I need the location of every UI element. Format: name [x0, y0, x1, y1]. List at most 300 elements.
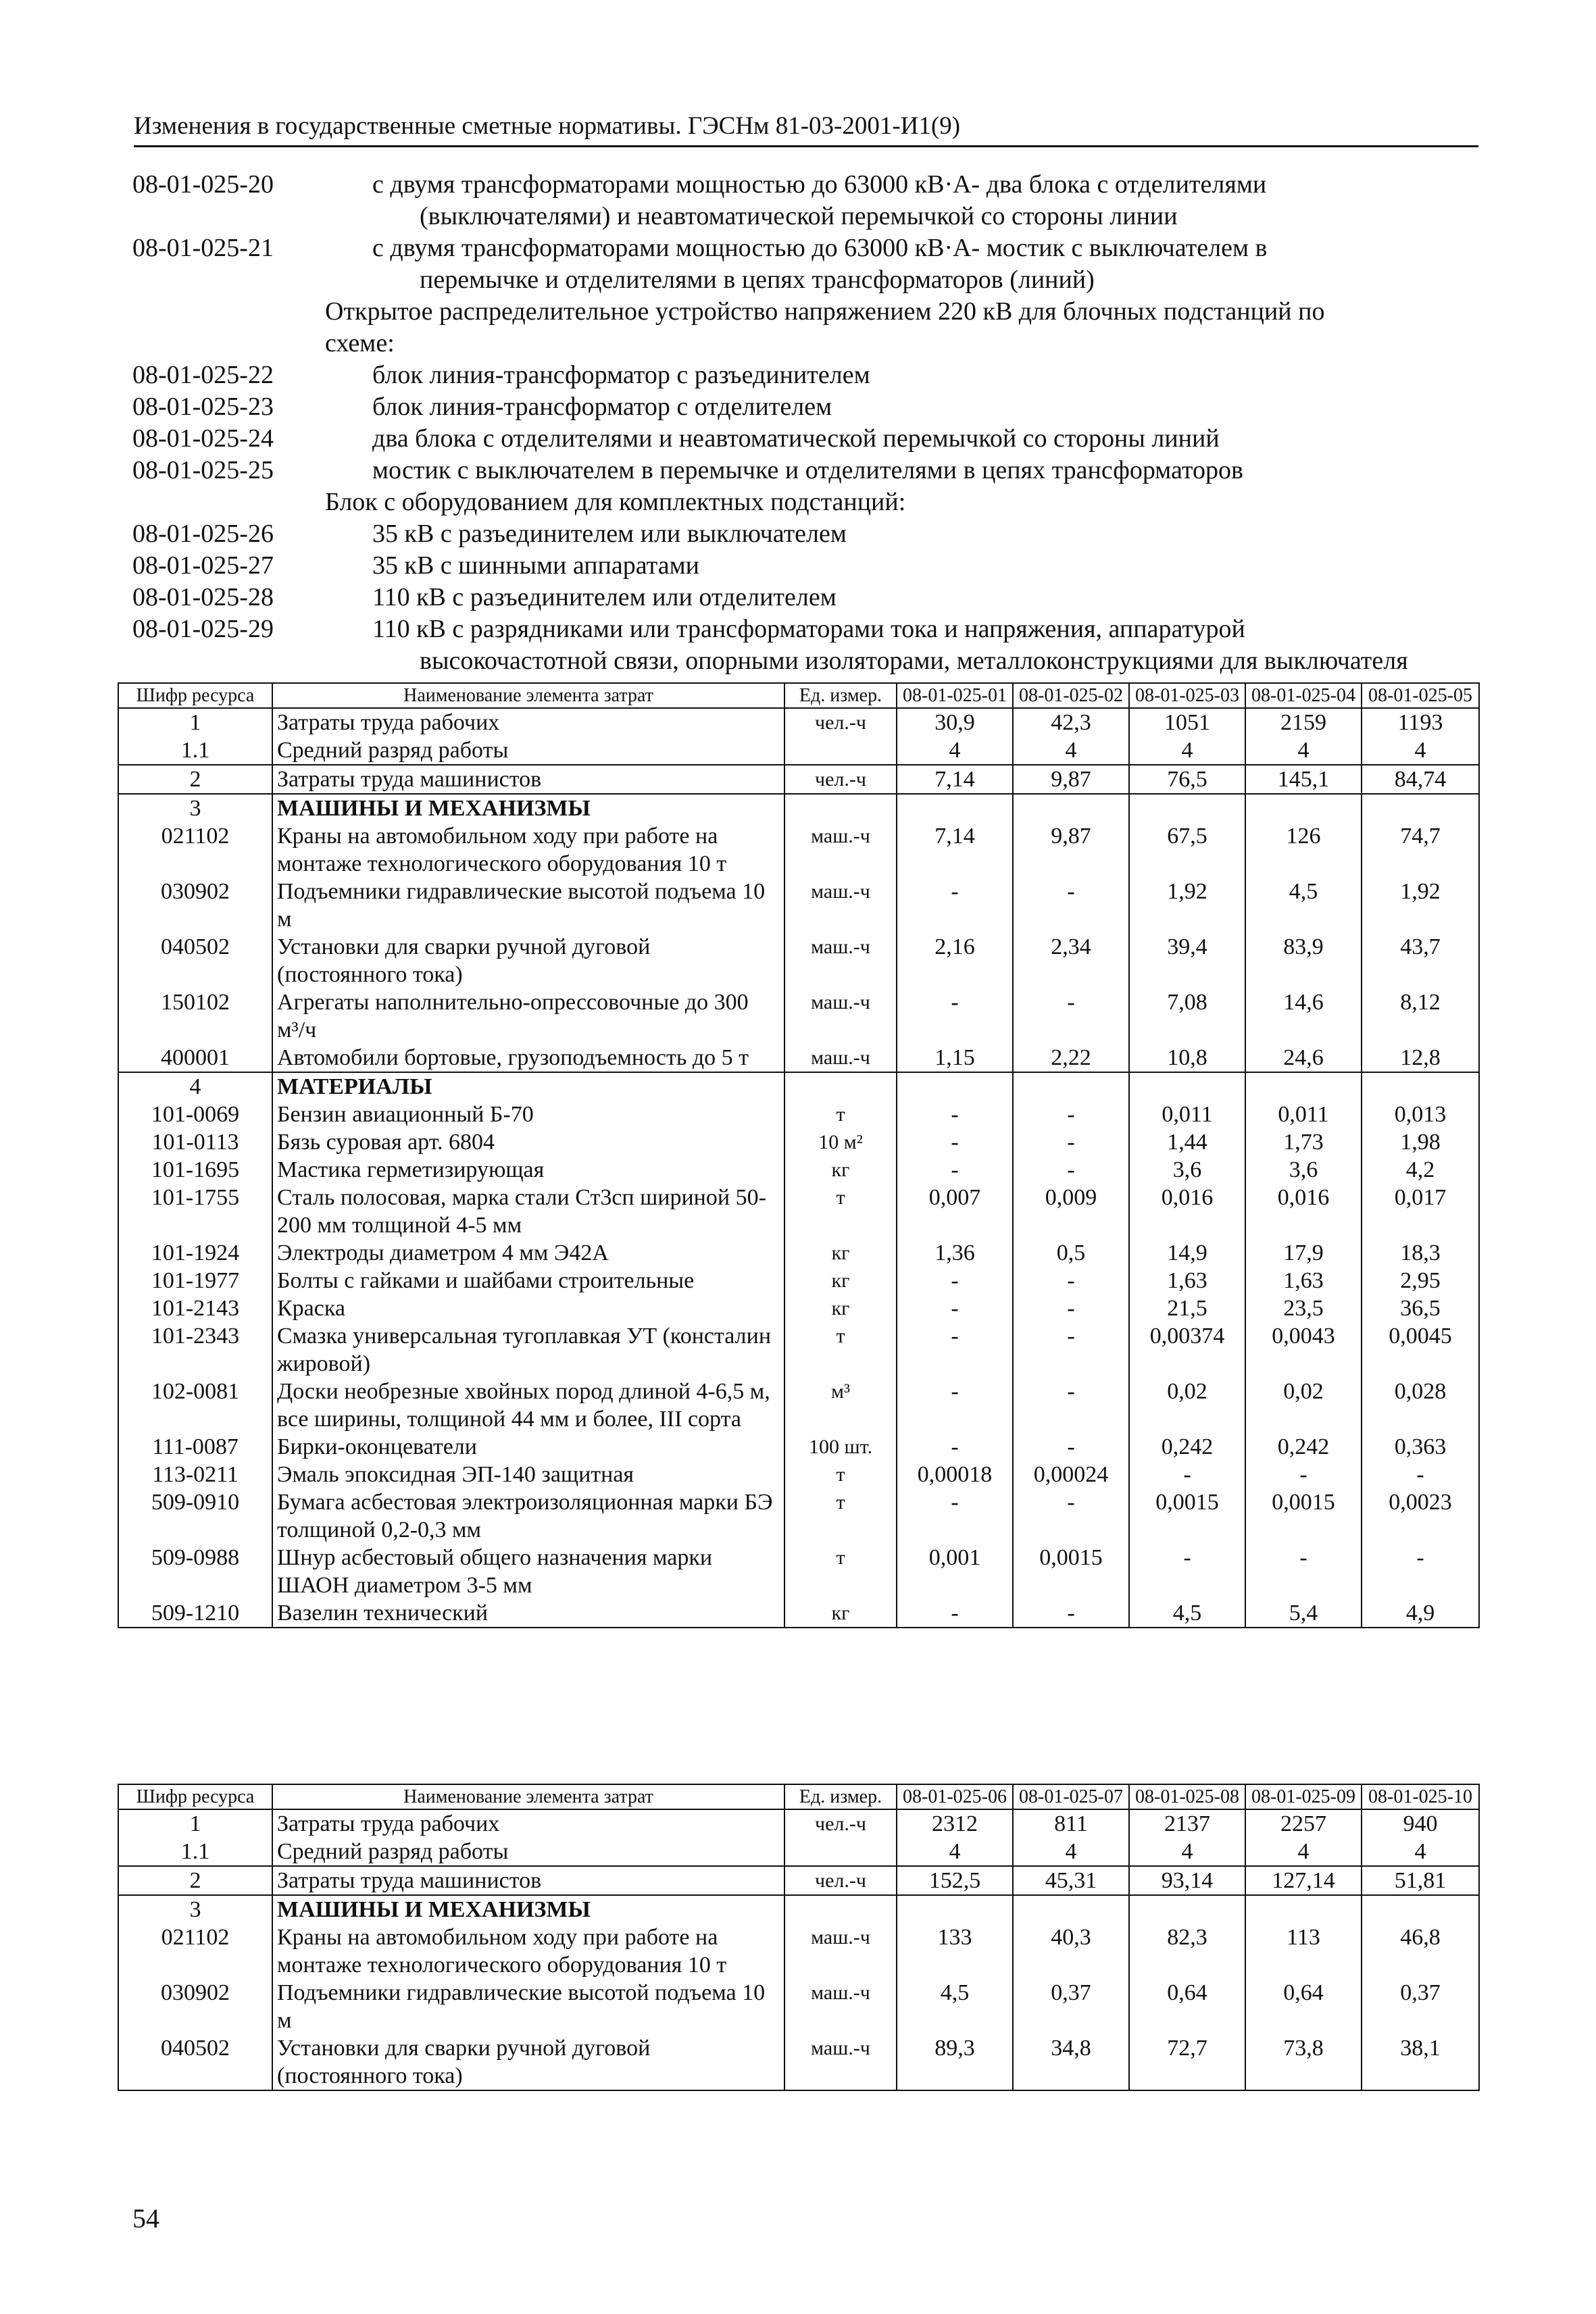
unit: кг: [784, 1599, 897, 1628]
value-cell: 14,6: [1245, 988, 1362, 1044]
value-cell: 0,028: [1362, 1378, 1479, 1433]
norm-code: 08-01-025-20: [132, 170, 274, 199]
value-cell: 84,74: [1362, 765, 1479, 794]
value-cell: -: [1129, 1544, 1245, 1599]
value-cell: 0,00018: [897, 1461, 1013, 1488]
value-cell: 23,5: [1245, 1294, 1362, 1322]
value-cell: 4: [897, 736, 1013, 765]
value-cell: 113: [1245, 1923, 1362, 1979]
value-cell: -: [897, 1488, 1013, 1544]
resource-code: 040502: [118, 2034, 272, 2090]
value-cell: 7,08: [1129, 988, 1245, 1044]
resource-name: Затраты труда машинистов: [272, 765, 784, 794]
intro-line: [132, 232, 1477, 264]
value-cell: [1245, 1895, 1362, 1923]
value-cell: [1013, 794, 1129, 822]
norm-code: 08-01-025-21: [132, 234, 274, 262]
value-cell: -: [1013, 1156, 1129, 1184]
resource-name: Электроды диаметром 4 мм Э42А: [272, 1239, 784, 1267]
value-cell: 46,8: [1362, 1923, 1479, 1979]
value-cell: 2,95: [1362, 1267, 1479, 1294]
table-row: [118, 1544, 1479, 1599]
value-cell: 8,12: [1362, 988, 1479, 1044]
value-cell: -: [1362, 1544, 1479, 1599]
page-number: 54: [132, 2203, 159, 2234]
resource-name: Затраты труда машинистов: [272, 1866, 784, 1895]
unit: т: [784, 1322, 897, 1378]
resource-name: Агрегаты наполнительно-опрессовочные до 300 м³/ч: [272, 988, 784, 1044]
value-cell: 67,5: [1129, 822, 1245, 878]
value-cell: 0,016: [1245, 1184, 1362, 1239]
resource-code: 3: [118, 794, 272, 822]
table-row: [118, 1101, 1479, 1128]
value-cell: 2137: [1129, 1809, 1245, 1838]
value-cell: 0,5: [1013, 1239, 1129, 1267]
column-header: Шифр ресурса: [118, 683, 272, 708]
column-header: Шифр ресурса: [118, 1784, 272, 1809]
resource-code: 509-0988: [118, 1544, 272, 1599]
table-row: [118, 1979, 1479, 2034]
value-cell: 4: [1362, 736, 1479, 765]
table-row: [118, 1809, 1479, 1838]
table-row: [118, 1128, 1479, 1156]
value-cell: 0,00024: [1013, 1461, 1129, 1488]
column-header: Наименование элемента затрат: [272, 1784, 784, 1809]
column-header: 08-01-025-01: [897, 683, 1013, 708]
norm-code: [132, 264, 372, 296]
intro-line: [132, 486, 1477, 518]
value-cell: -: [1013, 1322, 1129, 1378]
norm-description: блок линия-трансформатор с отделителем: [372, 393, 832, 421]
norm-code: [132, 201, 372, 232]
table-row: [118, 933, 1479, 988]
resource-code: 030902: [118, 878, 272, 933]
unit: кг: [784, 1294, 897, 1322]
value-cell: -: [897, 1128, 1013, 1156]
norm-description: перемычке и отделителями в цепях трансформаторов (линий): [420, 266, 1095, 294]
norm-code: 08-01-025-28: [132, 583, 274, 611]
resource-name: Установки для сварки ручной дуговой (постоянного тока): [272, 933, 784, 988]
unit: чел.-ч: [784, 1866, 897, 1895]
column-header: 08-01-025-07: [1013, 1784, 1129, 1809]
column-header: 08-01-025-05: [1362, 683, 1479, 708]
intro-line: [132, 264, 1477, 296]
intro-line: [132, 645, 1477, 677]
norm-description: 110 кВ с разрядниками или трансформаторами тока и напряжения, аппаратурой: [372, 615, 1245, 643]
value-cell: 2,22: [1013, 1044, 1129, 1072]
value-cell: 940: [1362, 1809, 1479, 1838]
value-cell: [897, 794, 1013, 822]
table-row: [118, 1461, 1479, 1488]
table-row: [118, 736, 1479, 765]
table-row: [118, 1866, 1479, 1895]
column-header: 08-01-025-09: [1245, 1784, 1362, 1809]
column-header: 08-01-025-02: [1013, 683, 1129, 708]
norm-code: 08-01-025-22: [132, 361, 274, 389]
value-cell: 0,37: [1362, 1979, 1479, 2034]
value-cell: 0,242: [1129, 1433, 1245, 1461]
value-cell: 0,0015: [1013, 1544, 1129, 1599]
value-cell: -: [1013, 1101, 1129, 1128]
value-cell: 4,5: [1129, 1599, 1245, 1628]
value-cell: -: [897, 878, 1013, 933]
norm-description: блок линия-трансформатор с разъединителем: [372, 361, 870, 389]
norm-description: схеме:: [325, 329, 395, 357]
value-cell: 0,001: [897, 1544, 1013, 1599]
table-row: [118, 1294, 1479, 1322]
resource-name: Бензин авиационный Б-70: [272, 1101, 784, 1128]
resource-code: 113-0211: [118, 1461, 272, 1488]
value-cell: -: [1013, 988, 1129, 1044]
norm-code: 08-01-025-29: [132, 615, 274, 643]
resource-name: Эмаль эпоксидная ЭП-140 защитная: [272, 1461, 784, 1488]
value-cell: 126: [1245, 822, 1362, 878]
value-cell: 4: [1129, 1838, 1245, 1866]
unit: маш.-ч: [784, 2034, 897, 2090]
table-row: [118, 1156, 1479, 1184]
value-cell: 4: [1013, 1838, 1129, 1866]
resource-name: Сталь полосовая, марка стали Ст3сп шириной 50-200 мм толщиной 4-5 мм: [272, 1184, 784, 1239]
resource-code: 101-1924: [118, 1239, 272, 1267]
value-cell: 24,6: [1245, 1044, 1362, 1072]
value-cell: 4,5: [897, 1979, 1013, 2034]
value-cell: 4: [1245, 736, 1362, 765]
resource-table-2: [118, 1784, 1480, 2091]
value-cell: 0,02: [1129, 1378, 1245, 1433]
resource-code: 101-1755: [118, 1184, 272, 1239]
unit: [784, 1895, 897, 1923]
value-cell: 93,14: [1129, 1866, 1245, 1895]
unit: т: [784, 1101, 897, 1128]
resource-code: 101-0113: [118, 1128, 272, 1156]
value-cell: 1,92: [1362, 878, 1479, 933]
value-cell: [1013, 1072, 1129, 1101]
resource-name: Средний разряд работы: [272, 736, 784, 765]
resource-code: 101-1695: [118, 1156, 272, 1184]
resource-code: 400001: [118, 1044, 272, 1072]
resource-name: Бирки-оконцеватели: [272, 1433, 784, 1461]
value-cell: 18,3: [1362, 1239, 1479, 1267]
column-header: 08-01-025-04: [1245, 683, 1362, 708]
resource-code: 2: [118, 1866, 272, 1895]
table-row: [118, 1072, 1479, 1101]
unit: кг: [784, 1156, 897, 1184]
resource-code: 4: [118, 1072, 272, 1101]
value-cell: 38,1: [1362, 2034, 1479, 2090]
intro-line: [132, 518, 1477, 550]
value-cell: 76,5: [1129, 765, 1245, 794]
value-cell: 2,16: [897, 933, 1013, 988]
resource-code: 101-1977: [118, 1267, 272, 1294]
resource-code: 509-1210: [118, 1599, 272, 1628]
value-cell: 89,3: [897, 2034, 1013, 2090]
value-cell: -: [897, 1156, 1013, 1184]
column-header: 08-01-025-03: [1129, 683, 1245, 708]
table-row: [118, 1239, 1479, 1267]
value-cell: -: [1362, 1461, 1479, 1488]
norm-description: с двумя трансформаторами мощностью до 63000 кВ·А- мостик с выключателем в: [372, 234, 1268, 262]
resource-code: 1: [118, 1809, 272, 1838]
value-cell: 811: [1013, 1809, 1129, 1838]
value-cell: 0,016: [1129, 1184, 1245, 1239]
norm-description: с двумя трансформаторами мощностью до 63000 кВ·А- два блока с отделителями: [372, 170, 1267, 199]
value-cell: 43,7: [1362, 933, 1479, 988]
resource-name: Смазка универсальная тугоплавкая УТ (консталин жировой): [272, 1322, 784, 1378]
value-cell: -: [897, 1378, 1013, 1433]
value-cell: 12,8: [1362, 1044, 1479, 1072]
value-cell: 1,44: [1129, 1128, 1245, 1156]
value-cell: -: [1013, 1488, 1129, 1544]
value-cell: -: [1013, 1378, 1129, 1433]
resource-name: МАШИНЫ И МЕХАНИЗМЫ: [272, 794, 784, 822]
value-cell: [1245, 794, 1362, 822]
value-cell: [1013, 1895, 1129, 1923]
value-cell: 0,64: [1245, 1979, 1362, 2034]
table-row: [118, 988, 1479, 1044]
intro-list: [132, 169, 1477, 677]
table-row: [118, 765, 1479, 794]
value-cell: -: [1245, 1544, 1362, 1599]
value-cell: 2257: [1245, 1809, 1362, 1838]
value-cell: 7,14: [897, 822, 1013, 878]
column-header: 08-01-025-06: [897, 1784, 1013, 1809]
unit: т: [784, 1488, 897, 1544]
norm-description: Открытое распределительное устройство напряжением 220 кВ для блочных подстанций по: [325, 297, 1325, 326]
unit: кг: [784, 1239, 897, 1267]
column-header: Наименование элемента затрат: [272, 683, 784, 708]
value-cell: 42,3: [1013, 708, 1129, 736]
resource-name: Затраты труда рабочих: [272, 1809, 784, 1838]
intro-line: [132, 613, 1477, 645]
value-cell: -: [1013, 1433, 1129, 1461]
resource-name: Мастика герметизирующая: [272, 1156, 784, 1184]
resource-code: 101-2343: [118, 1322, 272, 1378]
value-cell: 127,14: [1245, 1866, 1362, 1895]
table-row: [118, 2034, 1479, 2090]
norm-description: 35 кВ с разъединителем или выключателем: [372, 520, 847, 548]
resource-name: Подъемники гидравлические высотой подъема 10 м: [272, 878, 784, 933]
value-cell: 1051: [1129, 708, 1245, 736]
norm-description: два блока с отделителями и неавтоматической перемычкой со стороны линий: [372, 424, 1220, 453]
resource-code: 1.1: [118, 736, 272, 765]
running-header: Изменения в государственные сметные нормативы. ГЭСНм 81-03-2001-И1(9): [134, 110, 1478, 147]
value-cell: 1,92: [1129, 878, 1245, 933]
table-row: [118, 1267, 1479, 1294]
value-cell: 0,0023: [1362, 1488, 1479, 1544]
value-cell: 21,5: [1129, 1294, 1245, 1322]
table-row: [118, 1838, 1479, 1866]
resource-code: 021102: [118, 1923, 272, 1979]
resource-name: МАТЕРИАЛЫ: [272, 1072, 784, 1101]
unit: т: [784, 1184, 897, 1239]
resource-code: 150102: [118, 988, 272, 1044]
value-cell: 0,011: [1245, 1101, 1362, 1128]
value-cell: 0,00374: [1129, 1322, 1245, 1378]
resource-name: Краска: [272, 1294, 784, 1322]
value-cell: 152,5: [897, 1866, 1013, 1895]
value-cell: 0,0015: [1245, 1488, 1362, 1544]
resource-name: Подъемники гидравлические высотой подъема 10 м: [272, 1979, 784, 2034]
norm-code: 08-01-025-24: [132, 424, 274, 453]
value-cell: 9,87: [1013, 765, 1129, 794]
column-header: Ед. измер.: [784, 683, 897, 708]
column-header: 08-01-025-08: [1129, 1784, 1245, 1809]
value-cell: 1,73: [1245, 1128, 1362, 1156]
value-cell: -: [897, 1101, 1013, 1128]
value-cell: [1129, 794, 1245, 822]
resource-name: Вазелин технический: [272, 1599, 784, 1628]
table-row: [118, 1599, 1479, 1628]
value-cell: 51,81: [1362, 1866, 1479, 1895]
resource-code: 101-0069: [118, 1101, 272, 1128]
resource-name: Бязь суровая арт. 6804: [272, 1128, 784, 1156]
unit: чел.-ч: [784, 1809, 897, 1838]
value-cell: 83,9: [1245, 933, 1362, 988]
value-cell: 1,63: [1129, 1267, 1245, 1294]
resource-code: 101-2143: [118, 1294, 272, 1322]
value-cell: 36,5: [1362, 1294, 1479, 1322]
value-cell: -: [1013, 1267, 1129, 1294]
unit: маш.-ч: [784, 933, 897, 988]
value-cell: 0,0045: [1362, 1322, 1479, 1378]
value-cell: 0,007: [897, 1184, 1013, 1239]
intro-line: [132, 455, 1477, 486]
table-row: [118, 1923, 1479, 1979]
norm-description: 110 кВ с разъединителем или отделителем: [372, 583, 837, 611]
value-cell: 40,3: [1013, 1923, 1129, 1979]
resource-name: Средний разряд работы: [272, 1838, 784, 1866]
table-row: [118, 1433, 1479, 1461]
norm-code: 08-01-025-25: [132, 456, 274, 484]
unit: [784, 1838, 897, 1866]
column-header: Ед. измер.: [784, 1784, 897, 1809]
value-cell: 39,4: [1129, 933, 1245, 988]
value-cell: -: [1013, 1294, 1129, 1322]
value-cell: 0,64: [1129, 1979, 1245, 2034]
value-cell: 45,31: [1013, 1866, 1129, 1895]
value-cell: -: [1013, 1128, 1129, 1156]
resource-code: 1: [118, 708, 272, 736]
resource-name: МАШИНЫ И МЕХАНИЗМЫ: [272, 1895, 784, 1923]
resource-name: Шнур асбестовый общего назначения марки ШАОН диаметром 3-5 мм: [272, 1544, 784, 1599]
value-cell: 0,009: [1013, 1184, 1129, 1239]
unit: кг: [784, 1267, 897, 1294]
value-cell: 74,7: [1362, 822, 1479, 878]
intro-line: [132, 550, 1477, 582]
unit: т: [784, 1461, 897, 1488]
resource-code: 040502: [118, 933, 272, 988]
resource-code: 021102: [118, 822, 272, 878]
resource-code: 102-0081: [118, 1378, 272, 1433]
value-cell: 4,5: [1245, 878, 1362, 933]
value-cell: 145,1: [1245, 765, 1362, 794]
unit: чел.-ч: [784, 765, 897, 794]
value-cell: 4: [1245, 1838, 1362, 1866]
unit: [784, 1072, 897, 1101]
table-row: [118, 878, 1479, 933]
intro-line: [132, 169, 1477, 201]
value-cell: 4: [1013, 736, 1129, 765]
value-cell: -: [897, 988, 1013, 1044]
unit: маш.-ч: [784, 1923, 897, 1979]
resource-code: 3: [118, 1895, 272, 1923]
value-cell: 0,242: [1245, 1433, 1362, 1461]
value-cell: 17,9: [1245, 1239, 1362, 1267]
value-cell: [1362, 1895, 1479, 1923]
value-cell: 2159: [1245, 708, 1362, 736]
value-cell: [1129, 1072, 1245, 1101]
value-cell: 0,02: [1245, 1378, 1362, 1433]
table-row: [118, 1895, 1479, 1923]
intro-line: [132, 328, 1477, 359]
table-row: [118, 1322, 1479, 1378]
table-row: [118, 794, 1479, 822]
resource-name: Затраты труда рабочих: [272, 708, 784, 736]
unit: 100 шт.: [784, 1433, 897, 1461]
intro-line: [132, 296, 1477, 328]
intro-line: [132, 582, 1477, 613]
value-cell: [897, 1895, 1013, 1923]
table-row: [118, 822, 1479, 878]
value-cell: 0,0043: [1245, 1322, 1362, 1378]
value-cell: 0,013: [1362, 1101, 1479, 1128]
norm-code: [132, 645, 372, 677]
unit: м³: [784, 1378, 897, 1433]
value-cell: 30,9: [897, 708, 1013, 736]
value-cell: 9,87: [1013, 822, 1129, 878]
norm-description: 35 кВ с шинными аппаратами: [372, 551, 699, 580]
value-cell: 14,9: [1129, 1239, 1245, 1267]
norm-description: мостик с выключателем в перемычке и отделителями в цепях трансформаторов: [372, 456, 1243, 484]
resource-name: Бумага асбестовая электроизоляционная марки БЭ толщиной 0,2-0,3 мм: [272, 1488, 784, 1544]
value-cell: 7,14: [897, 765, 1013, 794]
column-header: 08-01-025-10: [1362, 1784, 1479, 1809]
resource-name: Установки для сварки ручной дуговой (постоянного тока): [272, 2034, 784, 2090]
unit: маш.-ч: [784, 988, 897, 1044]
value-cell: 0,017: [1362, 1184, 1479, 1239]
value-cell: 133: [897, 1923, 1013, 1979]
value-cell: 34,8: [1013, 2034, 1129, 2090]
norm-description: высокочастотной связи, опорными изоляторами, металлоконструкциями для выключателя: [420, 647, 1408, 675]
value-cell: 0,0015: [1129, 1488, 1245, 1544]
value-cell: -: [897, 1599, 1013, 1628]
resource-code: 2: [118, 765, 272, 794]
resource-name: Краны на автомобильном ходу при работе на монтаже технологического оборудования 10 т: [272, 822, 784, 878]
value-cell: 4: [897, 1838, 1013, 1866]
value-cell: 4: [1362, 1838, 1479, 1866]
value-cell: -: [1013, 878, 1129, 933]
resource-name: Доски необрезные хвойных пород длиной 4-6,5 м, все ширины, толщиной 44 мм и более, III сорта: [272, 1378, 784, 1433]
value-cell: -: [897, 1322, 1013, 1378]
table-row: [118, 1488, 1479, 1544]
unit: маш.-ч: [784, 1044, 897, 1072]
value-cell: [1362, 1072, 1479, 1101]
value-cell: 4: [1129, 736, 1245, 765]
value-cell: [897, 1072, 1013, 1101]
unit: [784, 736, 897, 765]
unit: т: [784, 1544, 897, 1599]
value-cell: 1,98: [1362, 1128, 1479, 1156]
value-cell: 4,2: [1362, 1156, 1479, 1184]
intro-line: [132, 391, 1477, 423]
value-cell: -: [1129, 1461, 1245, 1488]
value-cell: 10,8: [1129, 1044, 1245, 1072]
value-cell: 0,37: [1013, 1979, 1129, 2034]
value-cell: [1129, 1895, 1245, 1923]
resource-name: Автомобили бортовые, грузоподъемность до 5 т: [272, 1044, 784, 1072]
table-row: [118, 1184, 1479, 1239]
value-cell: 72,7: [1129, 2034, 1245, 2090]
